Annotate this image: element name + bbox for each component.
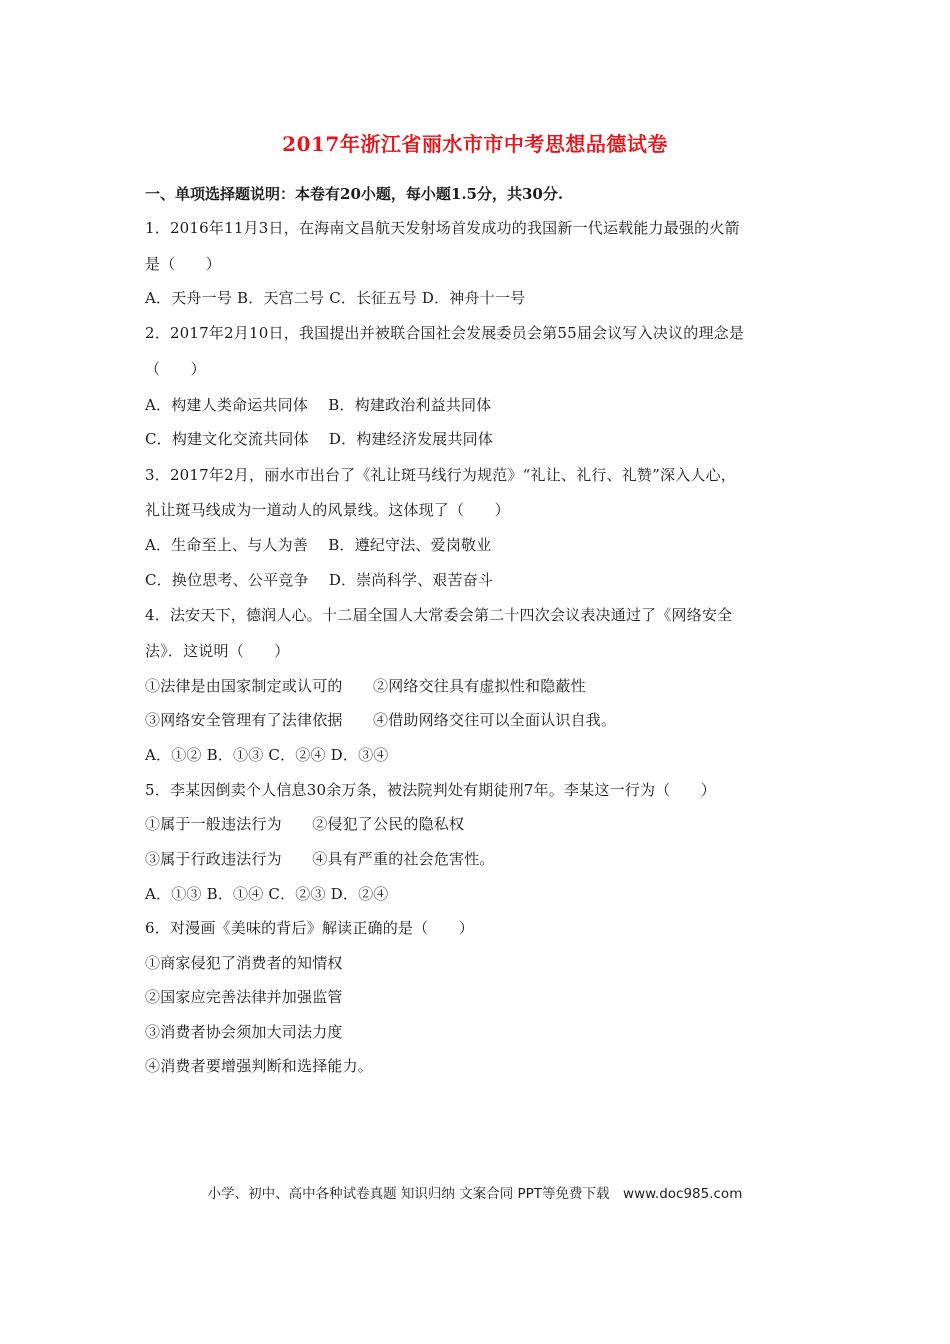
text-line: 3．2017年2月，丽水市出台了《礼让斑马线行为规范》“礼让、礼行、礼赞”深入人心， [145,466,737,484]
text-line: A．生命至上、与人为善 B．遵纪守法、爱岗敬业 [145,536,492,554]
text-line: ③属于行政违法行为 ④具有严重的社会危害性。 [145,850,495,868]
section-heading: 一、单项选择题说明：本卷有20小题，每小题1.5分，共30分. [145,185,564,203]
text-line: C．构建文化交流共同体 D．构建经济发展共同体 [145,430,494,448]
text-line: （ ） [145,360,206,378]
text-line: 6．对漫画《美味的背后》解读正确的是（ ） [145,919,474,937]
text-line: ①商家侵犯了消费者的知情权 [145,954,343,972]
text-line: A．①② B．①③ C．②④ D．③④ [145,746,389,764]
text-line: ③消费者协会须加大司法力度 [145,1023,343,1041]
text-line: C．换位思考、公平竞争 D．崇尚科学、艰苦奋斗 [145,571,494,589]
text-line: 法》．这说明（ ） [145,642,290,660]
text-line: 1．2016年11月3日，在海南文昌航天发射场首发成功的我国新一代运载能力最强的火箭 [145,219,740,237]
text-line: 是（ ） [145,255,222,273]
text-line: ④消费者要增强判断和选择能力。 [145,1057,374,1075]
text-line: ①法律是由国家制定或认可的 ②网络交往具有虚拟性和隐蔽性 [145,677,586,695]
text-line: 2．2017年2月10日，我国提出并被联合国社会发展委员会第55届会议写入决议的理念是 [145,324,745,342]
page-title: 2017年浙江省丽水市市中考思想品德试卷 [282,132,668,156]
text-line: A．①③ B．①④ C．②③ D．②④ [145,885,389,903]
text-line: A．构建人类命运共同体 B．构建政治利益共同体 [145,396,492,414]
page-footer: 小学、初中、高中各种试卷真题 知识归纳 文案合同 PPT等免费下载 www.doc985.com [207,1186,743,1202]
text-line: ②国家应完善法律并加强监管 [145,988,343,1006]
text-line: A．天舟一号 B．天宫二号 C．长征五号 D．神舟十一号 [145,289,526,307]
text-line: 5．李某因倒卖个人信息30余万条，被法院判处有期徒刑7年。李某这一行为（ ） [145,781,716,799]
text-line: ①属于一般违法行为 ②侵犯了公民的隐私权 [145,815,465,833]
text-line: 礼让斑马线成为一道动人的风景线。这体现了（ ） [145,501,510,519]
text-line: ③网络安全管理有了法律依据 ④借助网络交往可以全面认识自我。 [145,711,617,729]
text-line: 4．法安天下，德润人心。十二届全国人大常委会第二十四次会议表决通过了《网络安全 [145,606,733,624]
